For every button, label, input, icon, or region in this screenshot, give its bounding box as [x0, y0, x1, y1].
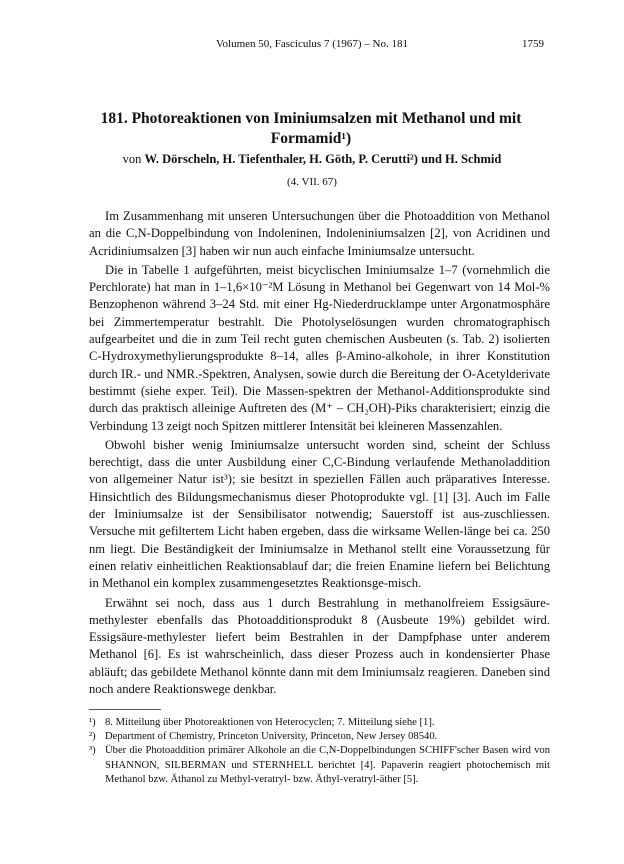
footnote	[89, 716, 550, 730]
footnote	[89, 744, 550, 787]
footnote-text: 8. Mitteilung über Photoreaktionen von Heterocyclen; 7. Mitteilung siehe [1].	[105, 717, 435, 728]
footnote-text: Department of Chemistry, Princeton University, Princeton, New Jersey 08540.	[105, 731, 438, 743]
paragraph: Erwähnt sei noch, dass aus 1 durch Bestrahlung in methanolfreiem Essigsäure-methylester ebenfalls das Photoadditionsprodukt 8 (Ausbeute 19%) gebildet wird. Essigsäure-methylester liefert beim Bestrahlen in der Dampfphase unter anderem Methanol [6]. Es ist wahrscheinlich, dass dieser Prozess auch in kondensierter Phase abläuft; das gebildete Methanol könnte dann mit dem Iminiumsalz reagieren. Daneben sind noch andere Reaktionswege denkbar.	[89, 595, 550, 697]
authors-prefix: von	[122, 152, 142, 166]
footnote-text: Über die Photoaddition primärer Alkohole an die C,N-Doppelbindungen SCHIFF'scher Basen wird von SHANNON, SILBERMAN und STERNHELL berichtet [4]. Papaverin reagiert photochemisch mit Methanol bzw. Äthanol zu Methyl-veratryl- bzw. Äthyl-veratryl-äther [5].	[105, 745, 550, 785]
footnote-mark: ¹)	[89, 717, 96, 728]
paragraph: Die in Tabelle 1 aufgeführten, meist bicyclischen Iminiumsalze 1–7 (vornehmlich die Perchlorate) hat man in 1–1,6×10⁻²M Lösung in Methanol bei Gegenwart von 14 Mol-% Benzophenon während 3–24 Std. mit einer Hg-Niederdrucklampe unter Argonatmosphäre bei Zimmertemperatur bestrahlt. Die Photolyselösungen wurden chromatographisch aufgearbeitet und die in zum Teil recht guten chemischen Ausbeuten (s. Tab. 2) isolierten C-Hydroxymethylierungsprodukte 8–14, alles β-Amino-alkohole, in ihrer Konstitution durch IR.- und NMR.-Spektren, Analysen, sowie durch die Bereitung der O-Acetylderivate bestimmt (siehe exper. Teil). Die Massen-spektren der Methanol-Additionsprodukte sind durch das praktisch alleinige Auftreten des (M⁺ – CH₂OH)-Piks charakterisiert; einzig die Verbindung 13 zeigt noch Spitzen mittlerer Intensität bei kleineren Massenzahlen.	[89, 262, 550, 433]
footnote	[89, 730, 550, 744]
paragraph: Im Zusammenhang mit unseren Untersuchungen über die Photoaddition von Methanol an die C,N-Doppelbindung von Indoleninen, Indoleniniumsalzen [2], von Acridinen und Acridiniumsalzen [3] haben wir nun auch einfache Iminiumsalze untersucht.	[89, 209, 550, 258]
footnote-mark: ²)	[89, 731, 96, 743]
author-line	[60, 151, 564, 167]
running-header	[0, 38, 624, 54]
article-body	[89, 208, 550, 700]
received-date: (4. VII. 67)	[287, 176, 337, 188]
paragraph: Obwohl bisher wenig Iminiumsalze untersucht worden sind, scheint der Schluss berechtigt, dass die unter Ausbildung einer C,C-Bindung verlaufende Methanoladdition von allgemeiner Natur ist³); sie besitzt in speziellen Fällen auch präparatives Interesse. Hinsichtlich des Bildungsmechanismus dieser Photoprodukte vgl. [1] [3]. Auch im Falle der Iminiumsalze ist der Sensibilisator notwendig; Sauerstoff ist aus-zuschliessen. Versuche mit gefiltertem Licht haben ergeben, dass die wirksame Wellen-länge bei ca. 250 nm liegt. Die Beständigkeit der Iminiumsalze in Methanol stellt eine Voraussetzung für einen relativ einheitlichen Reaktionsablauf dar; die freien Enamine liefern bei Belichtung in Methanol ein komplex zusammengesetztes Reaktionsge-misch.	[89, 437, 550, 591]
footnotes	[89, 716, 550, 787]
article-title: 181. Photoreaktionen von Iminiumsalzen mit Methanol und mit Formamid¹)	[100, 110, 522, 147]
page-number: 1759	[522, 38, 544, 50]
author-names: W. Dörscheln, H. Tiefenthaler, H. Göth, P. Cerutti²) und H. Schmid	[144, 152, 502, 166]
footnote-mark: ³)	[89, 745, 96, 757]
journal-volume-line: Volumen 50, Fasciculus 7 (1967) – No. 181	[216, 38, 408, 50]
footnote-separator	[89, 709, 161, 710]
